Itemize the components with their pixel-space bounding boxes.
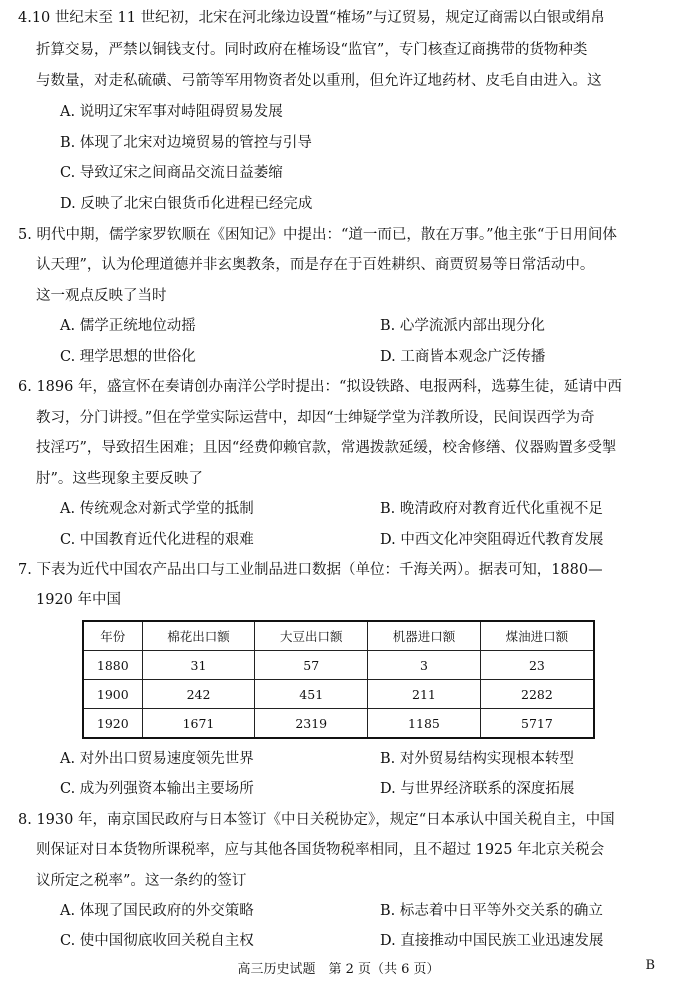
table-cell: 242 [142, 680, 255, 709]
table-row [83, 651, 594, 680]
question-7-option-b: B. 对外贸易结构实现根本转型 [380, 751, 574, 767]
table-cell: 2282 [480, 680, 594, 709]
paper-version: B [645, 958, 655, 973]
question-7-option-c: C. 成为列强资本输出主要场所 [60, 781, 254, 797]
table-row [83, 709, 594, 739]
table-cell: 23 [480, 651, 594, 680]
table-header-cell: 棉花出口额 [142, 621, 255, 651]
question-5-line-2: 认天理”，认为伦理道德并非玄奥教条，而是存在于百姓耕织、商贾贸易等日常活动中。 [36, 257, 595, 273]
table-header-cell: 大豆出口额 [255, 621, 368, 651]
table-cell: 451 [255, 680, 368, 709]
table-cell: 1900 [83, 680, 142, 709]
question-8-line-1: 8. 1930 年，南京国民政府与日本签订《中日关税协定》，规定“日本承认中国关税自主，中国 [18, 812, 615, 828]
question-8-option-d: D. 直接推动中国民族工业迅速发展 [380, 933, 604, 949]
question-5-line-1: 5. 明代中期，儒学家罗钦顺在《困知记》中提出：“道一而已，散在万事。”他主张“于日用间体 [18, 227, 617, 243]
table-cell: 57 [255, 651, 368, 680]
question-7-option-a: A. 对外出口贸易速度领先世界 [60, 751, 254, 767]
table-cell: 1671 [142, 709, 255, 739]
question-7-line-2: 1920 年中国 [36, 592, 122, 608]
question-5-line-3: 这一观点反映了当时 [36, 288, 167, 304]
table-cell: 211 [368, 680, 481, 709]
table-header-cell: 机器进口额 [368, 621, 481, 651]
table-header-cell: 煤油进口额 [480, 621, 594, 651]
question-6-option-a: A. 传统观念对新式学堂的抵制 [60, 501, 254, 517]
question-5-option-c: C. 理学思想的世俗化 [60, 349, 196, 365]
question-7-line-1: 7. 下表为近代中国农产品出口与工业制品进口数据（单位：千海关两）。据表可知，1880— [18, 562, 603, 578]
table-cell: 5717 [480, 709, 594, 739]
question-6-line-1: 6. 1896 年，盛宣怀在奏请创办南洋公学时提出：“拟设铁路、电报两科，选募生徒，延请中西 [18, 379, 622, 395]
question-6-option-b: B. 晚清政府对教育近代化重视不足 [380, 501, 603, 517]
question-4-line-1: 4.10 世纪末至 11 世纪初，北宋在河北缘边设置“榷场”与辽贸易，规定辽商需以白银或绢帛 [18, 10, 605, 26]
question-5-option-b: B. 心学流派内部出现分化 [380, 318, 545, 334]
trade-data-table [82, 620, 595, 739]
table-cell: 1880 [83, 651, 142, 680]
page-number: 高三历史试题 第 2 页（共 6 页） [237, 962, 440, 977]
table-header-cell: 年份 [83, 621, 142, 651]
question-8-option-c: C. 使中国彻底收回关税自主权 [60, 933, 254, 949]
question-8-line-3: 议所定之税率”。这一条约的签订 [36, 873, 247, 889]
question-5-option-a: A. 儒学正统地位动摇 [60, 318, 196, 334]
question-4-option-a: A. 说明辽宋军事对峙阻碍贸易发展 [60, 104, 283, 120]
question-8-option-b: B. 标志着中日平等外交关系的确立 [380, 903, 603, 919]
question-8-option-a: A. 体现了国民政府的外交策略 [60, 903, 254, 919]
question-5-option-d: D. 工商皆本观念广泛传播 [380, 349, 546, 365]
question-4-option-c: C. 导致辽宋之间商品交流日益萎缩 [60, 165, 283, 181]
question-6-line-3: 技淫巧”，导致招生困难；且因“经费仰赖官款，常遇拨款延缓，校舍修缮、仪器购置多受掣 [36, 440, 617, 456]
table-row [83, 680, 594, 709]
table-cell: 31 [142, 651, 255, 680]
question-4-option-d: D. 反映了北宋白银货币化进程已经完成 [60, 196, 313, 212]
table-cell: 1185 [368, 709, 481, 739]
table-cell: 1920 [83, 709, 142, 739]
question-4-option-b: B. 体现了北宋对边境贸易的管控与引导 [60, 135, 312, 151]
question-6-option-c: C. 中国教育近代化进程的艰难 [60, 532, 254, 548]
question-7-option-d: D. 与世界经济联系的深度拓展 [380, 781, 575, 797]
question-6-line-2: 教习，分门讲授。”但在学堂实际运营中，却因“士绅疑学堂为洋教所设，民间误西学为奇 [36, 410, 595, 426]
question-6-line-4: 肘”。这些现象主要反映了 [36, 471, 203, 487]
table-cell: 2319 [255, 709, 368, 739]
question-4-line-3: 与数量，对走私硫磺、弓箭等军用物资者处以重刑，但允许辽地药材、皮毛自由进入。这 [36, 73, 602, 89]
question-8-line-2: 则保证对日本货物所课税率，应与其他各国货物税率相同，且不超过 1925 年北京关税会 [36, 842, 605, 858]
question-6-option-d: D. 中西文化冲突阻碍近代教育发展 [380, 532, 604, 548]
table-cell: 3 [368, 651, 481, 680]
question-4-line-2: 折算交易，严禁以铜钱支付。同时政府在榷场设“监官”，专门核查辽商携带的货物种类 [36, 42, 588, 58]
table-header-row [83, 621, 594, 651]
